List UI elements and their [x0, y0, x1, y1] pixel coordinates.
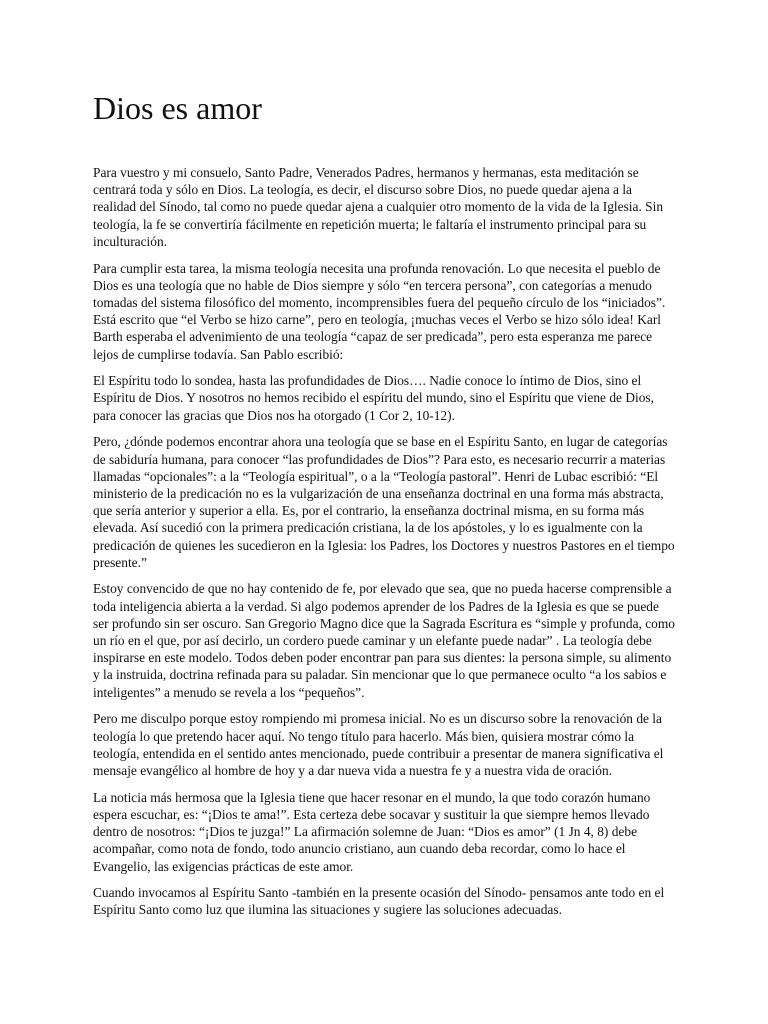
- document-page: [93, 88, 677, 928]
- document-title: Dios es amor: [93, 90, 262, 126]
- paragraph: El Espíritu todo lo sondea, hasta las profundidades de Dios…. Nadie conoce lo íntimo de Dios, sino el Espíritu de Dios. Y nosotros no hemos recibido el espíritu del mundo, sino el Espíritu que viene de Dios, para conocer las gracias que Dios nos ha otorgado (1 Cor 2, 10-12).: [93, 373, 654, 423]
- paragraph: Para vuestro y mi consuelo, Santo Padre, Venerados Padres, hermanos y hermanas, esta meditación se centrará toda y sólo en Dios. La teología, es decir, el discurso sobre Dios, no puede quedar ajena a la realidad del Sínodo, tal como no puede quedar ajena a cualquier otro momento de la vida de la Iglesia. Sin teología, la fe se convertiría fácilmente en repetición muerta; le faltaría el instrumento principal para su inculturación.: [93, 165, 664, 249]
- paragraph: Pero, ¿dónde podemos encontrar ahora una teología que se base en el Espíritu Santo, en lugar de categorías de sabiduría humana, para conocer “las profundidades de Dios”? Para esto, es necesario recurrir a materias llamadas “opcionales”: a la “Teología espiritual”, o a la “Teología pastoral”. Henri de Lubac escribió: “El ministerio de la predicación no es la vulgarización de una enseñanza doctrinal en una forma más abstracta, que sería anterior y superior a ella. Es, por el contrario, la enseñanza doctrinal misma, en su forma más elevada. Así sucedió con la primera predicación cristiana, la de los apóstoles, y lo es igualmente con la predicación de quienes les sucedieron en la Iglesia: los Padres, los Doctores y nuestros Pastores en el tiempo presente.”: [93, 434, 675, 570]
- paragraph: Estoy convencido de que no hay contenido de fe, por elevado que sea, que no pueda hacerse comprensible a toda inteligencia abierta a la verdad. Si algo podemos aprender de los Padres de la Iglesia es que se puede ser profundo sin ser oscuro. San Gregorio Magno dice que la Sagrada Escritura es “simple y profunda, como un río en el que, por así decirlo, un cordero puede caminar y un elefante puede nadar” . La teología debe inspirarse en este modelo. Todos deben poder encontrar pan para sus dientes: la persona simple, su alimento y la instruida, doctrina refinada para su paladar. Sin mencionar que lo que permanece oculto “a los sabios e inteligentes” a menudo se revela a los “pequeños”.: [93, 581, 675, 700]
- paragraph: Cuando invocamos al Espíritu Santo -también en la presente ocasión del Sínodo- pensamos ante todo en el Espíritu Santo como luz que ilumina las situaciones y sugiere las soluciones adecuadas.: [93, 885, 665, 918]
- paragraph: Pero me disculpo porque estoy rompiendo mi promesa inicial. No es un discurso sobre la renovación de la teología lo que pretendo hacer aquí. No tengo título para hacerlo. Más bien, quisiera mostrar cómo la teología, entendida en el sentido antes mencionado, puede contribuir a presentar de manera significativa el mensaje evangélico al hombre de hoy y a dar nueva vida a nuestra fe y a nuestra vida de oración.: [93, 711, 664, 778]
- paragraph: La noticia más hermosa que la Iglesia tiene que hacer resonar en el mundo, la que todo corazón humano espera escuchar, es: “¡Dios te ama!”. Esta certeza debe socavar y sustituir la que siempre hemos llevado dentro de nosotros: “¡Dios te juzga!” La afirmación solemne de Juan: “Dios es amor” (1 Jn 4, 8) debe acompañar, como nota de fondo, todo anuncio cristiano, aun cuando deba recordar, como lo hace el Evangelio, las exigencias prácticas de este amor.: [93, 789, 651, 874]
- paragraph: Para cumplir esta tarea, la misma teología necesita una profunda renovación. Lo que necesita el pueblo de Dios es una teología que no hable de Dios siempre y sólo “en tercera persona”, con categorías a menudo tomadas del sistema filosófico del momento, incomprensibles fuera del pequeño círculo de los “iniciados”. Está escrito que “el Verbo se hizo carne”, pero en teología, ¡muchas veces el Verbo se hizo sólo idea! Karl Barth esperaba el advenimiento de una teología “capaz de ser predicada”, pero esta esperanza me parece lejos de cumplirse todavía. San Pablo escribió:: [93, 260, 666, 362]
